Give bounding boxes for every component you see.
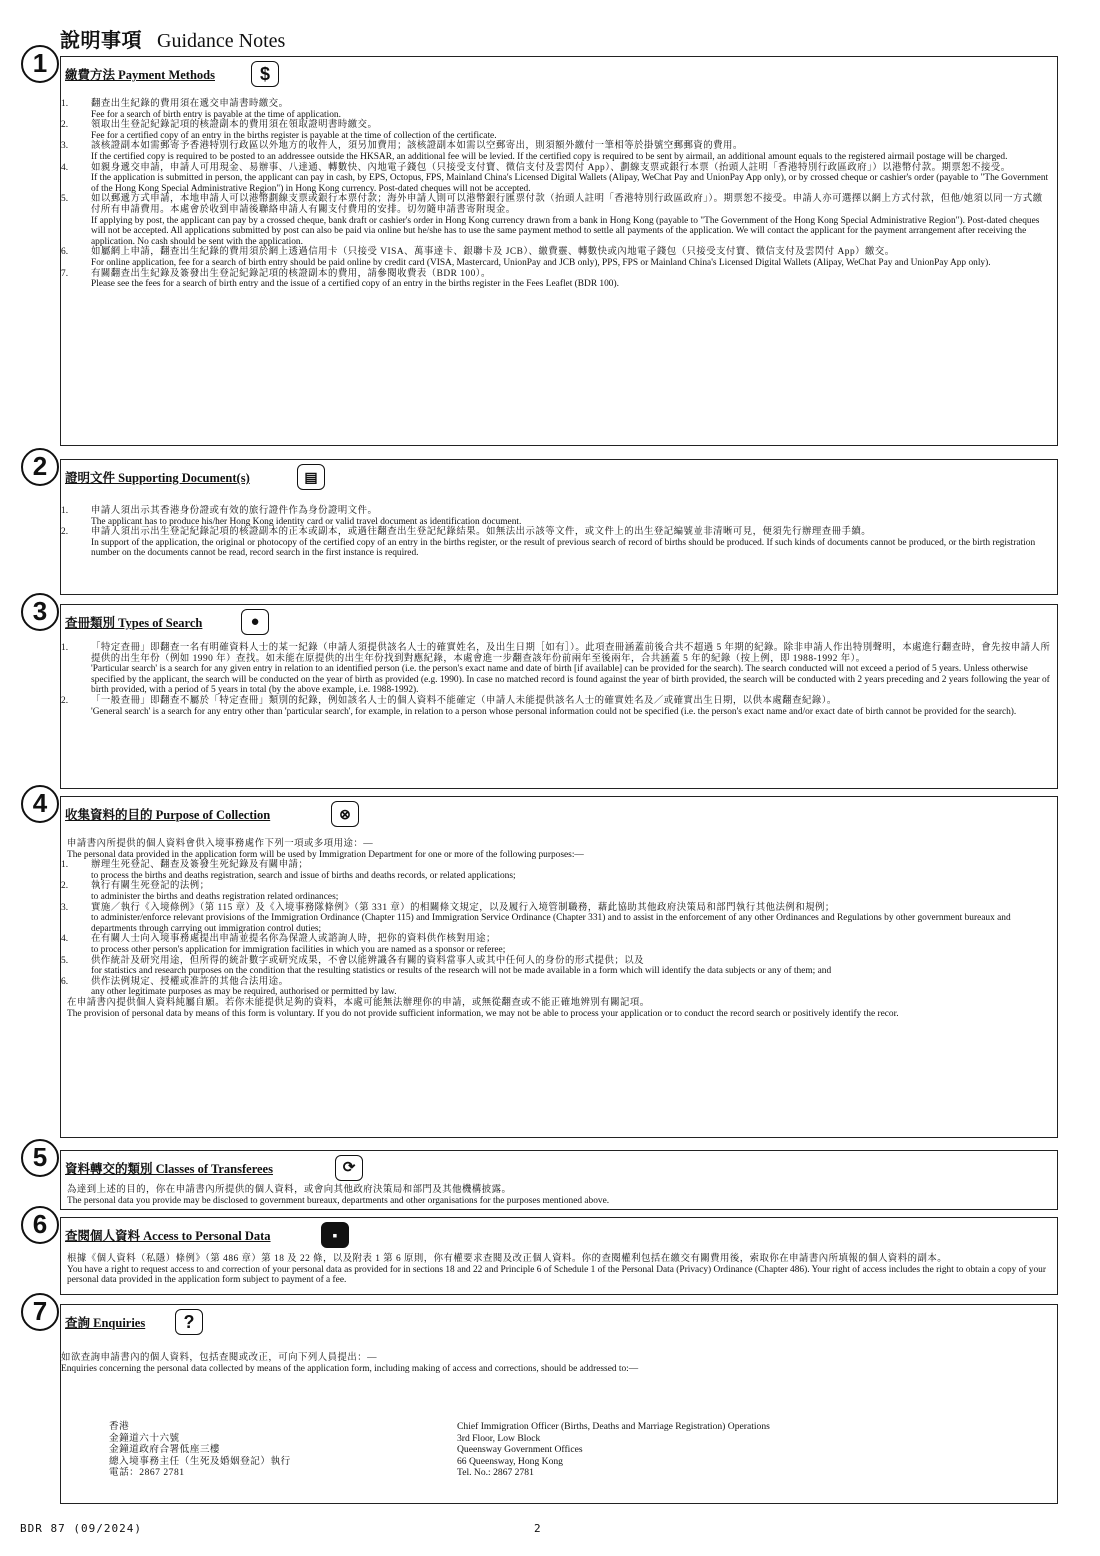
section-heading: 查冊類別 Types of Search xyxy=(65,616,203,630)
section-heading: 收集資料的目的 Purpose of Collection xyxy=(65,808,271,822)
question-icon: ? xyxy=(175,1309,203,1335)
page-number: 2 xyxy=(534,1522,542,1535)
section-heading: 繳費方法 Payment Methods xyxy=(65,68,215,82)
list-item: 2. 申請人須出示出生登記紀錄記項的核證副本的正本或副本，或過往翻查出生登記紀錄結果。如無法出示該等文件，或文件上的出生登記編號並非清晰可見，便須先行辦理查冊手續。 In support of the application, the original or photocopy of the certified copy of an entry in the births register, or the result of previous search of record of births should be produced. If such kinds of documents cannot be produced, or the birth registration number on the documents cannot be read, record search in the first instance is required. xyxy=(61,527,1036,559)
list-item: 1. 辦理生死登記、翻查及簽發生死紀錄及有關申請； to process the births and deaths registration, search and issue of births and deaths records, or related applications; xyxy=(61,860,516,881)
page-title-zh: 說明事項 xyxy=(60,30,142,52)
transfer-icon: ⟳ xyxy=(335,1155,363,1181)
list-item: 3. 該核證副本如需郵寄予香港特別行政區以外地方的收件人，須另加費用；該核證副本如需以空郵寄出，則須額外繳付一筆相等於掛號空郵郵資的費用。 If the certified copy is required to be posted to an addressee outside the HKSAR, an additional fee will be levied. If the certified copy is required to be sent by airmail, an additional amount equals to the registered airmail postage will be charged. xyxy=(61,141,1008,162)
section-number-badge: 2 xyxy=(21,448,59,486)
list-item: 4. 在有關人士向入境事務處提出申請並提名你為保證人或諮詢人時，把你的資料供作核對用途； to process other person's application for immigration facilities in which you are named as a sponsor or referee; xyxy=(61,934,506,955)
dollar-icon: $ xyxy=(251,61,279,87)
magnifier-icon: ● xyxy=(241,609,269,635)
page-title-en: Guidance Notes xyxy=(157,30,286,52)
list-item: 6. 供作法例規定、授權或准許的其他合法用途。 any other legitimate purposes as may be required, authorised or permitted by law. xyxy=(61,976,397,998)
address-zh: 香港 金鐘道六十六號 金鐘道政府合署低座三樓 總入境事務主任（生死及婚姻登記）執行 電話：2867 2781 xyxy=(109,1421,291,1478)
list-item: 5. 供作統計及研究用途，但所得的統計數字或研究成果，不會以能辨識各有關的資料當事人或其中任何人的身份的形式提供；以及 for statistics and research purposes on the condition that the resulting statistics or results of the research will not be made available in a form which will identify the data subjects or any of them; and xyxy=(61,955,832,977)
section-number-badge: 5 xyxy=(21,1139,59,1177)
list-item: 2. 執行有關生死登記的法例； to administer the births and deaths registration related ordinances; xyxy=(61,881,339,902)
section-number-badge: 3 xyxy=(21,593,59,631)
section-number-badge: 4 xyxy=(21,785,59,823)
section-supporting-documents xyxy=(32,451,1058,595)
floppy-disk-icon: ▪ xyxy=(321,1222,349,1248)
outro-text: 在申請書內提供個人資料純屬自願。若你未能提供足夠的資料，本處可能無法辦理你的申請，或無從翻查或不能正確地辨別有關記項。 The provision of personal data by means of this form is voluntary. If you do not provide sufficient information, we may not be able to process your application or to conduct the record search or positively identify the recor. xyxy=(67,997,899,1019)
section-classes-of-transferees: 5 資料轉交的類別 Classes of Transferees ⟳ 為達到上述的目的，你在申請書內所提供的個人資料，或會向其他政府決策局和部門及其他機構披露。 The personal data you provide may be disclosed to government bureaux, departments and other organisations for the purposes mentioned above. xyxy=(60,1150,1058,1210)
section-heading: 資料轉交的類別 Classes of Transferees xyxy=(65,1162,273,1176)
list-item: 2. 領取出生登記紀錄記項的核證副本的費用須在領取證明書時繳交。 Fee for a certified copy of an entry in the births register is payable at the time of collection of the certificate. xyxy=(61,120,497,141)
section-purpose-of-collection xyxy=(32,788,1058,1138)
document-icon: ▤ xyxy=(297,464,325,490)
list-item: 1. 「特定查冊」即翻查一名有明確資料人士的某一紀錄（申請人須提供該名人士的確實姓名，及出生日期［如有］）。此項查冊涵蓋前後合共不超過 5 年期的紀錄。除非申請人作出特別聲明，本處進行翻查時，會先按申請人所提供的出生年份（例如 1990 年）查找。如未能在原提供的出生年份找到對應紀錄，本處會進一步翻查該年份前兩年至後兩年，合共涵蓋 5 年的紀錄（按上例，即 1988-1992 年）。 'Particular search' is a search for any given entry in relation to an identified person (i.e. the person's exact name and date of birth [if available] can be provided for the search). The search conducted will not exceed a period of 5 years. Unless otherwise specified by the applicant, the search will be conducted on the year of birth as provided (e.g. 1990). In case no matched record is found against the year of birth provided, the search will be conducted with 2 years preceding and 2 years following the year of birth provided, with a period of 5 years in total (by the above example, i.e. 1988-1992). xyxy=(61,643,1051,696)
section-access-to-personal-data: 6 查閱個人資料 Access to Personal Data ▪ 根據《個人資料（私隱）條例》（第 486 章）第 18 及 22 條，以及附表 1 第 6 原則，你有權要求查閱及改正個人資料。你的查閱權利包括在繳交有關費用後，索取你在申請書內所填報的個人資料的副本。 You have a right to request access to and correction of your personal data as provided for in sections 18 and 22 and Principle 6 of Schedule 1 of the Personal Data (Privacy) Ordinance (Chapter 486). Your right of access includes the right to obtain a copy of your personal data provided in the application form subject to payment of a fee. xyxy=(60,1217,1058,1295)
address-en: Chief Immigration Officer (Births, Deaths and Marriage Registration) Operations 3rd Floor, Low Block Queensway Government Offices 66 Queensway, Hong Kong Tel. No.: 2867 2781 xyxy=(457,1421,770,1478)
section-number-badge: 6 xyxy=(21,1206,59,1244)
intro-text: 申請書內所提供的個人資料會供入境事務處作下列一項或多項用途：— The personal data provided in the application form will be used by Immigration Department for one or more of the following purposes:— xyxy=(67,839,584,860)
list-item: 7. 有關翻查出生紀錄及簽發出生登記紀錄記項的核證副本的費用，請參閱收費表（BDR 100）。 Please see the fees for a search of birth entry and the issue of a certified copy of an entry in the births register in the Fees Leaflet (BDR 100). xyxy=(61,268,619,290)
list-item: 3. 實施／執行《入境條例》（第 115 章）及《入境事務隊條例》（第 331 章）的相關條文規定，以及履行入境管制職務，藉此協助其他政府決策局和部門執行其他法例和規例； to administer/enforce relevant provisions of the Immigration Ordinance (Chapter 115) and Immigration Service Ordinance (Chapter 331) and to assist in the enforcement of any other Ordinances and Regulations by other government bureaux and departments through carrying out immigration control duties; xyxy=(61,902,1011,934)
section-heading: 查詢 Enquiries xyxy=(65,1316,146,1330)
list-item: 1. 申請人須出示其香港身份證或有效的旅行證件作為身份證明文件。 The applicant has to produce his/her Hong Kong identity card or valid travel document as identification document. xyxy=(61,506,522,527)
section-number-badge: 7 xyxy=(21,1293,59,1331)
section-heading: 證明文件 Supporting Document(s) xyxy=(65,471,250,485)
section-enquiries: 7 查詢 Enquiries ? 如欲查詢申請書內的個人資料，包括查閱或改正，可向下列人員提出：— Enquiries concerning the personal data collected by means of the application form, including making of access and corrections, should be addressed to:— 香港 金鐘道六十六號 金鐘道政府合署低座三樓 總入境事務主任（生死及婚姻登記）執行 電話：2867 2781 Chief Immigration Officer (Births, Deaths and Marriage Registration) Operations 3rd Floor, Low Block Queensway Government Offices 66 Queensway, Hong Kong Tel. No.: 2867 2781 xyxy=(60,1304,1058,1504)
form-code: BDR 87 (09/2024) xyxy=(20,1522,142,1535)
list-item: 5. 如以郵遞方式申請，本地申請人可以港幣劃線支票或銀行本票付款；海外申請人則可以港幣銀行匯票付款（抬頭人註明「香港特別行政區政府」）。期票恕不接受。申請人亦可選擇以網上方式付款，但他/她須以同一方式繳付所有申請費用。本處會於收到申請後聯絡申請人有關支付費用的安排。切勿隨申請書寄附現金。 If applying by post, the applicant can pay by a crossed cheque, bank draft or cashier's order in Hong Kong currency drawn from a bank in Hong Kong (payable to "The Government of the Hong Kong Special Administrative Region"). Post-dated cheques will not be accepted. All applications submitted by post can also be paid via online but he/she has to use the same payment method to settle all payments of the application. We will contact the applicant for the payment arrangement after receiving the application. No cash should be sent with the application. xyxy=(61,194,1043,247)
list-item: 6. 如屬網上申請，翻查出生紀錄的費用須於網上透過信用卡（只接受 VISA、萬事達卡、銀聯卡及 JCB）、繳費靈、轉數快或內地電子錢包（只接受支付寶、微信支付及雲閃付 App）繳交。 For online application, fee for a search of birth entry should be paid online by credit card (VISA, Mastercard, UnionPay and JCB only), PPS, FPS or Mainland China's Licensed Digital Wallets (Alipay, WeChat Pay and UnionPay App only). xyxy=(61,247,991,268)
section-number-badge: 1 xyxy=(21,45,59,83)
section-types-of-search xyxy=(32,596,1058,789)
list-item: 2. 「一般查冊」即翻查不屬於「特定查冊」類別的紀錄，例如該名人士的個人資料不能確定（申請人未能提供該名人士的確實姓名及／或確實出生日期，以供本處翻查紀錄）。 'General search' is a search for any entry other than 'particular search', for example, in relation to a person whose personal information could not be specified (i.e. the person's exact name and/or exact date of birth cannot be provided for the search). xyxy=(61,695,1017,717)
list-item: 1. 翻查出生紀錄的費用須在遞交申請書時繳交。 Fee for a search of birth entry is payable at the time of application. xyxy=(61,99,341,120)
section-payment-methods xyxy=(32,48,1058,446)
list-item: 4. 如親身遞交申請，申請人可用現金、易辦事、八達通、轉數快、內地電子錢包（只接受支付寶、微信支付及雲閃付 App）、劃線支票或銀行本票（抬頭人註明「香港特別行政區政府」）以港幣付款。期票恕不接受。 If the application is submitted in person, the applicant can pay in cash, by EPS, Octopus, FPS, Mainland China's Licensed Digital Wallets (Alipay, WeChat Pay and UnionPay App only), or by crossed cheque or cashier's order (payable to "The Government of the Hong Kong Special Administrative Region") in Hong Kong currency. Post-dated cheques will not be accepted. xyxy=(61,162,1049,194)
page-title xyxy=(60,24,285,53)
section-heading: 查閱個人資料 Access to Personal Data xyxy=(65,1229,271,1243)
lock-icon: ⊗ xyxy=(331,801,359,827)
